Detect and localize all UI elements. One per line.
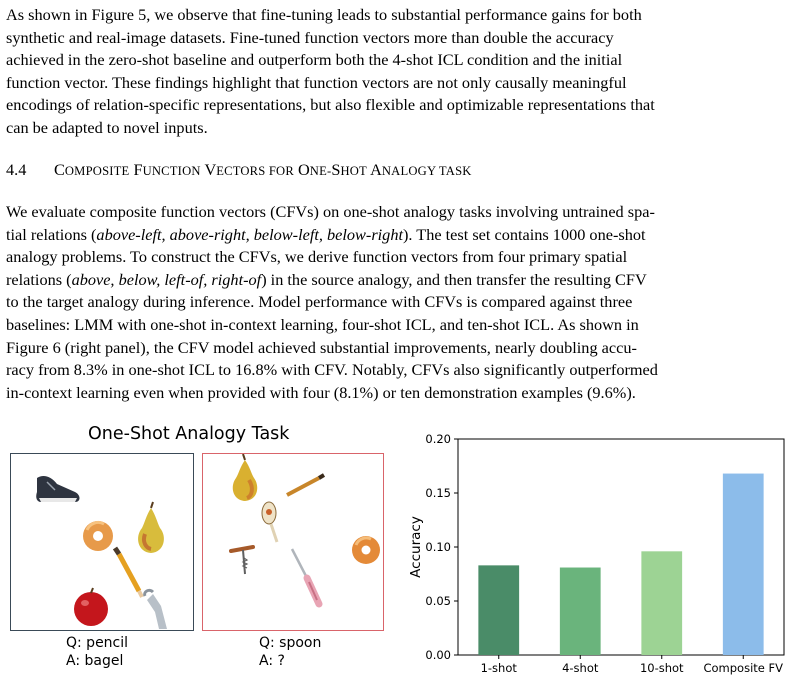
source-analogy-panel xyxy=(10,453,194,631)
answer-label: A: ? xyxy=(259,653,285,669)
bar-1-shot xyxy=(478,565,519,655)
plot-area xyxy=(425,432,784,675)
paragraph-results xyxy=(6,4,798,140)
text-line: We evaluate composite function vectors (CFVs) on one-shot analogy tasks involving untrained spa- xyxy=(6,202,655,221)
target-query xyxy=(259,634,321,670)
accuracy-bar-chart xyxy=(400,425,800,675)
bar-4-shot xyxy=(560,568,601,655)
text-line: tial relations (above-left, above-right, below-left, below-right). The test set contains 1000 one-shot xyxy=(6,224,646,244)
text-line: function vector. These findings highlight that function vectors are not only causally meaningful xyxy=(6,72,627,92)
figure-title: One-Shot Analogy Task xyxy=(88,424,290,444)
bar-composite-fv xyxy=(723,474,764,655)
text-line: to the target analogy during inference. Model performance with CFVs is compared against three xyxy=(6,292,633,312)
source-objects xyxy=(11,454,192,629)
corkscrew-icon xyxy=(231,547,253,574)
pear-icon xyxy=(138,502,164,553)
text-line: analogy problems. To construct the CFVs, we derive function vectors from four primary spatial xyxy=(6,247,628,267)
apple-icon xyxy=(74,588,108,626)
y-tick-label: 0.20 xyxy=(425,432,451,446)
text-line: in-context learning even when provided with four (8.1%) or ten demonstration examples (9.6%). xyxy=(6,382,636,402)
y-tick-label: 0.15 xyxy=(425,486,451,500)
spoon-icon xyxy=(262,502,277,542)
text-line: synthetic and real-image datasets. Fine-tuned function vectors more than double the accuracy xyxy=(6,27,614,47)
source-query xyxy=(66,634,128,670)
text-line: achieved in the zero-shot baseline and outperform both the 4-shot ICL condition and the initial xyxy=(6,50,623,70)
text-line: baselines: LMM with one-shot in-context learning, four-shot ICL, and ten-shot ICL. As shown in xyxy=(6,314,639,334)
target-analogy-panel xyxy=(202,453,384,631)
x-tick-label: 4-shot xyxy=(562,661,599,675)
query-label: Q: spoon xyxy=(259,635,322,651)
text-line: As shown in Figure 5, we observe that fine-tuning leads to substantial performance gains for both xyxy=(6,5,642,24)
query-label: Q: pencil xyxy=(66,635,129,651)
text-line: encodings of relation-specific representations, but also flexible and optimizable representations that xyxy=(6,95,655,115)
text-line: can be adapted to novel inputs. xyxy=(6,117,208,137)
pencil-icon xyxy=(287,475,324,495)
x-tick-label: Composite FV xyxy=(703,661,784,675)
y-tick-label: 0.10 xyxy=(425,540,451,554)
y-axis-label: Accuracy xyxy=(408,516,424,578)
pencil-icon xyxy=(115,548,142,597)
text-line: relations (above, below, left-of, right-of) in the source analogy, and then transfer the resulting CFV xyxy=(6,269,647,289)
bagel-icon xyxy=(83,521,113,551)
bagel-icon xyxy=(352,536,380,564)
text-line: racy from 8.3% in one-shot ICL to 16.8% with CFV. Notably, CFVs also significantly outperformed xyxy=(6,360,658,380)
sneaker-icon xyxy=(36,476,79,502)
bar-10-shot xyxy=(641,551,682,655)
x-tick-label: 1-shot xyxy=(480,661,517,675)
x-tick-label: 10-shot xyxy=(639,661,684,675)
pear-icon xyxy=(233,454,257,501)
paragraph-cfv xyxy=(6,201,798,404)
text-line: Figure 6 (right panel), the CFV model achieved substantial improvements, nearly doubling accu- xyxy=(6,337,637,357)
section-heading: 4.4 COMPOSITE FUNCTION VECTORS FOR ONE-SHOT ANALOGY TASK xyxy=(6,160,472,179)
y-tick-label: 0.05 xyxy=(425,594,451,608)
answer-label: A: bagel xyxy=(66,653,124,669)
target-objects xyxy=(203,454,382,629)
screwdriver-icon xyxy=(292,549,319,604)
section-number: 4.4 xyxy=(6,160,27,179)
wrench-icon xyxy=(145,590,167,629)
y-tick-label: 0.00 xyxy=(425,648,451,662)
